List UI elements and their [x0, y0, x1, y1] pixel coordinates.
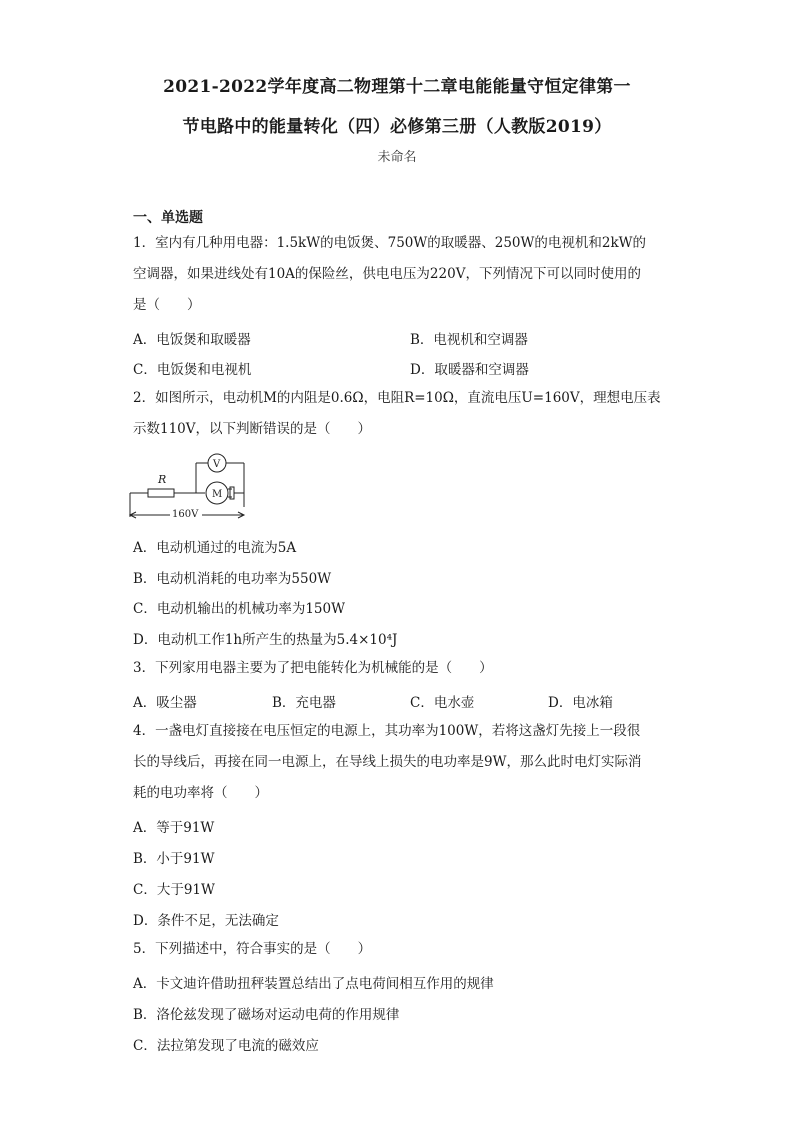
circuit-diagram: [128, 449, 253, 521]
q1-option-a: A．电饭煲和取暖器: [133, 332, 251, 348]
q3-option-a: A．吸尘器: [133, 695, 197, 711]
q1-text-line-2: 空调器，如果进线处有10A的保险丝，供电电压为220V，下列情况下可以同时使用的: [133, 266, 641, 282]
q1-option-d: D．取暖器和空调器: [410, 362, 529, 378]
q2-option-b: B．电动机消耗的电功率为550W: [133, 571, 332, 587]
q2-option-d: D．电动机工作1h所产生的热量为5.4×10⁴J: [133, 632, 398, 648]
q2-option-a: A．电动机通过的电流为5A: [133, 540, 297, 556]
q2-text-line-1: 2．如图所示，电动机M的内阻是0.6Ω，电阻R=10Ω，直流电压U=160V，理想电压表: [133, 390, 661, 406]
q4-text-line-2: 长的导线后，再接在同一电源上，在导线上损失的电功率是9W，那么此时电灯实际消: [133, 754, 642, 770]
document-title-line-1: 2021-2022学年度高二物理第十二章电能能量守恒定律第一: [163, 77, 631, 97]
voltmeter-label: V: [213, 459, 221, 470]
section-heading: 一、单选题: [133, 210, 203, 226]
document-subtitle: 未命名: [377, 150, 417, 165]
q5-text-line-1: 5．下列描述中，符合事实的是（ ）: [133, 941, 372, 957]
q3-text-line-1: 3．下列家用电器主要为了把电能转化为机械能的是（ ）: [133, 660, 493, 676]
resistor-label: R: [158, 473, 167, 486]
document-title-line-2: 节电路中的能量转化（四）必修第三册（人教版2019）: [182, 117, 612, 137]
q3-option-c: C．电水壶: [410, 695, 475, 711]
q5-option-b: B．洛伦兹发现了磁场对运动电荷的作用规律: [133, 1007, 400, 1023]
q5-option-c: C．法拉第发现了电流的磁效应: [133, 1038, 319, 1054]
q1-option-b: B．电视机和空调器: [410, 332, 528, 348]
q1-option-c: C．电饭煲和电视机: [133, 362, 252, 378]
voltage-label: 160V: [172, 509, 199, 520]
q2-text-line-2: 示数110V，以下判断错误的是（ ）: [133, 421, 372, 437]
q4-option-d: D．条件不足，无法确定: [133, 913, 279, 929]
q4-text-line-1: 4．一盏电灯直接接在电压恒定的电源上，其功率为100W，若将这盏灯先接上一段很: [133, 723, 641, 739]
q4-option-c: C．大于91W: [133, 882, 215, 898]
q5-option-a: A．卡文迪许借助扭秤装置总结出了点电荷间相互作用的规律: [133, 976, 494, 992]
resistor-symbol: [148, 489, 174, 497]
q1-text-line-1: 1．室内有几种用电器：1.5kW的电饭煲、750W的取暖器、250W的电视机和2kW的: [133, 235, 647, 251]
q3-option-d: D．电冰箱: [548, 695, 613, 711]
q4-option-b: B．小于91W: [133, 851, 215, 867]
motor-label: M: [212, 489, 223, 500]
q3-option-b: B．充电器: [272, 695, 336, 711]
q1-text-line-3: 是（ ）: [133, 297, 201, 313]
q4-option-a: A．等于91W: [133, 820, 215, 836]
q4-text-line-3: 耗的电功率将（ ）: [133, 785, 268, 801]
q2-option-c: C．电动机输出的机械功率为150W: [133, 601, 345, 617]
